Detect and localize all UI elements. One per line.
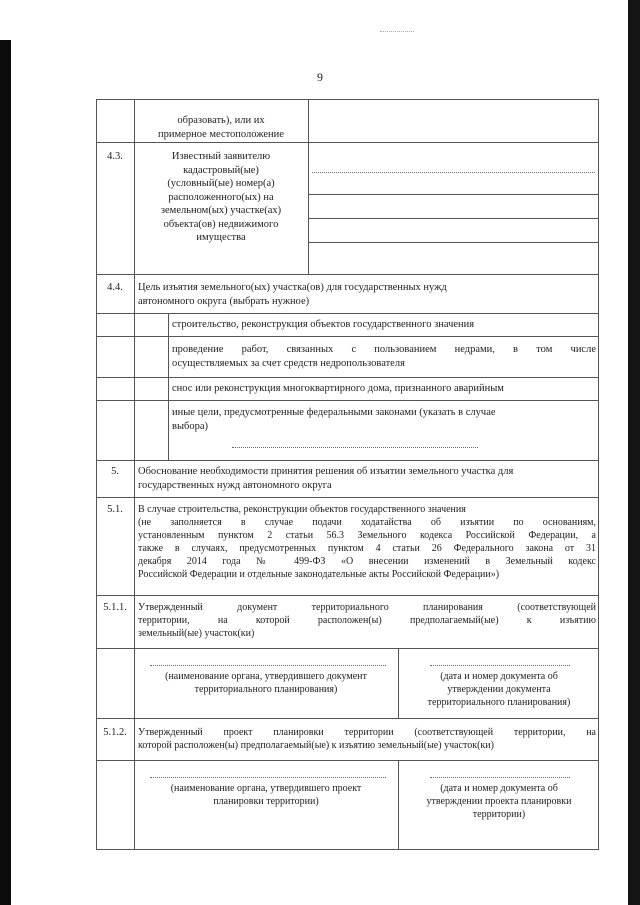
item-number-5-1: 5.1. xyxy=(107,504,123,515)
scan-edge-left xyxy=(0,40,11,905)
item-number-5: 5. xyxy=(111,466,119,477)
planning-project-body-field[interactable] xyxy=(150,777,386,778)
cadastral-number-label: Известный заявителю кадастровый(ые) (условный(ые) номер(а) расположенного(ых) на земельном(ых) участке(ах) объекта(ов) недвижимого имущества xyxy=(160,151,282,243)
item-number-5-1-1: 5.1.1. xyxy=(103,602,127,613)
territorial-plan-body-caption: (наименование органа, утвердившего документ территориального планирования) xyxy=(165,671,367,695)
purpose-option-other[interactable]: иные цели, предусмотренные федеральными законами (указать в случае выбора) xyxy=(172,407,496,432)
other-purpose-field[interactable] xyxy=(232,447,478,448)
planning-project-date-caption: (дата и номер документа об утверждении проекта планировки территории) xyxy=(426,783,572,820)
planning-project-body-caption: (наименование органа, утвердившего проект планировки территории) xyxy=(170,783,362,807)
purpose-option-subsoil[interactable]: проведение работ, связанных с пользованием недрами, в том числе осуществляемых за счет средств недропользователя xyxy=(172,344,596,369)
item-number-4-4: 4.4. xyxy=(107,282,123,293)
item-number-4-3: 4.3. xyxy=(107,151,123,162)
planning-project-date-field[interactable] xyxy=(430,777,570,778)
cadastral-number-field[interactable] xyxy=(312,172,595,173)
purpose-option-construction[interactable]: строительство, реконструкция объектов государственного значения xyxy=(172,319,475,330)
purpose-option-demolition[interactable]: снос или реконструкция многоквартирного дома, признанного аварийным xyxy=(172,383,504,394)
territorial-plan-date-field[interactable] xyxy=(430,665,570,666)
construction-case-text: В случае строительства, реконструкции объектов государственного значения (не заполняется в случае подачи ходатайства об изъятии по основаниям, установленным пунктом 2 статьи 56.3 Земельного кодекса Российской Федерации, а также в случаях, предусмотренных пунктом 4 статьи 26 Федерального закона от 31 декабря 2014 года № 499-ФЗ «О внесении изменений в Земельный кодекс Российской Федерации и отдельные законодательные акты Российской Федерации») xyxy=(138,504,596,580)
territorial-plan-date-caption: (дата и номер документа об утверждении документа территориального планирования) xyxy=(427,671,571,708)
justification-heading: Обоснование необходимости принятия решения об изъятии земельного участка для государственных нужд автономного округа xyxy=(138,466,514,491)
territorial-plan-text: Утвержденный документ территориального планирования (соответствующей территории, на которой расположен(ы) предполагаемый(ые) к изъятию земельный(ые) участок(ки) xyxy=(138,602,596,639)
page-number: 9 xyxy=(317,70,323,84)
scan-artifact xyxy=(380,31,414,36)
location-label: образовать), или их примерное местоположение xyxy=(158,115,284,140)
planning-project-text: Утвержденный проект планировки территории (соответствующей территории, на которой расположен(ы) предполагаемый(ые) к изъятию земельный(ые) участок(ки) xyxy=(138,727,596,751)
item-number-5-1-2: 5.1.2. xyxy=(103,727,127,738)
purpose-heading: Цель изъятия земельного(ых) участка(ов) для государственных нужд автономного округа (выбрать нужное) xyxy=(138,282,447,307)
scan-edge-right xyxy=(628,0,640,905)
territorial-plan-body-field[interactable] xyxy=(150,665,386,666)
